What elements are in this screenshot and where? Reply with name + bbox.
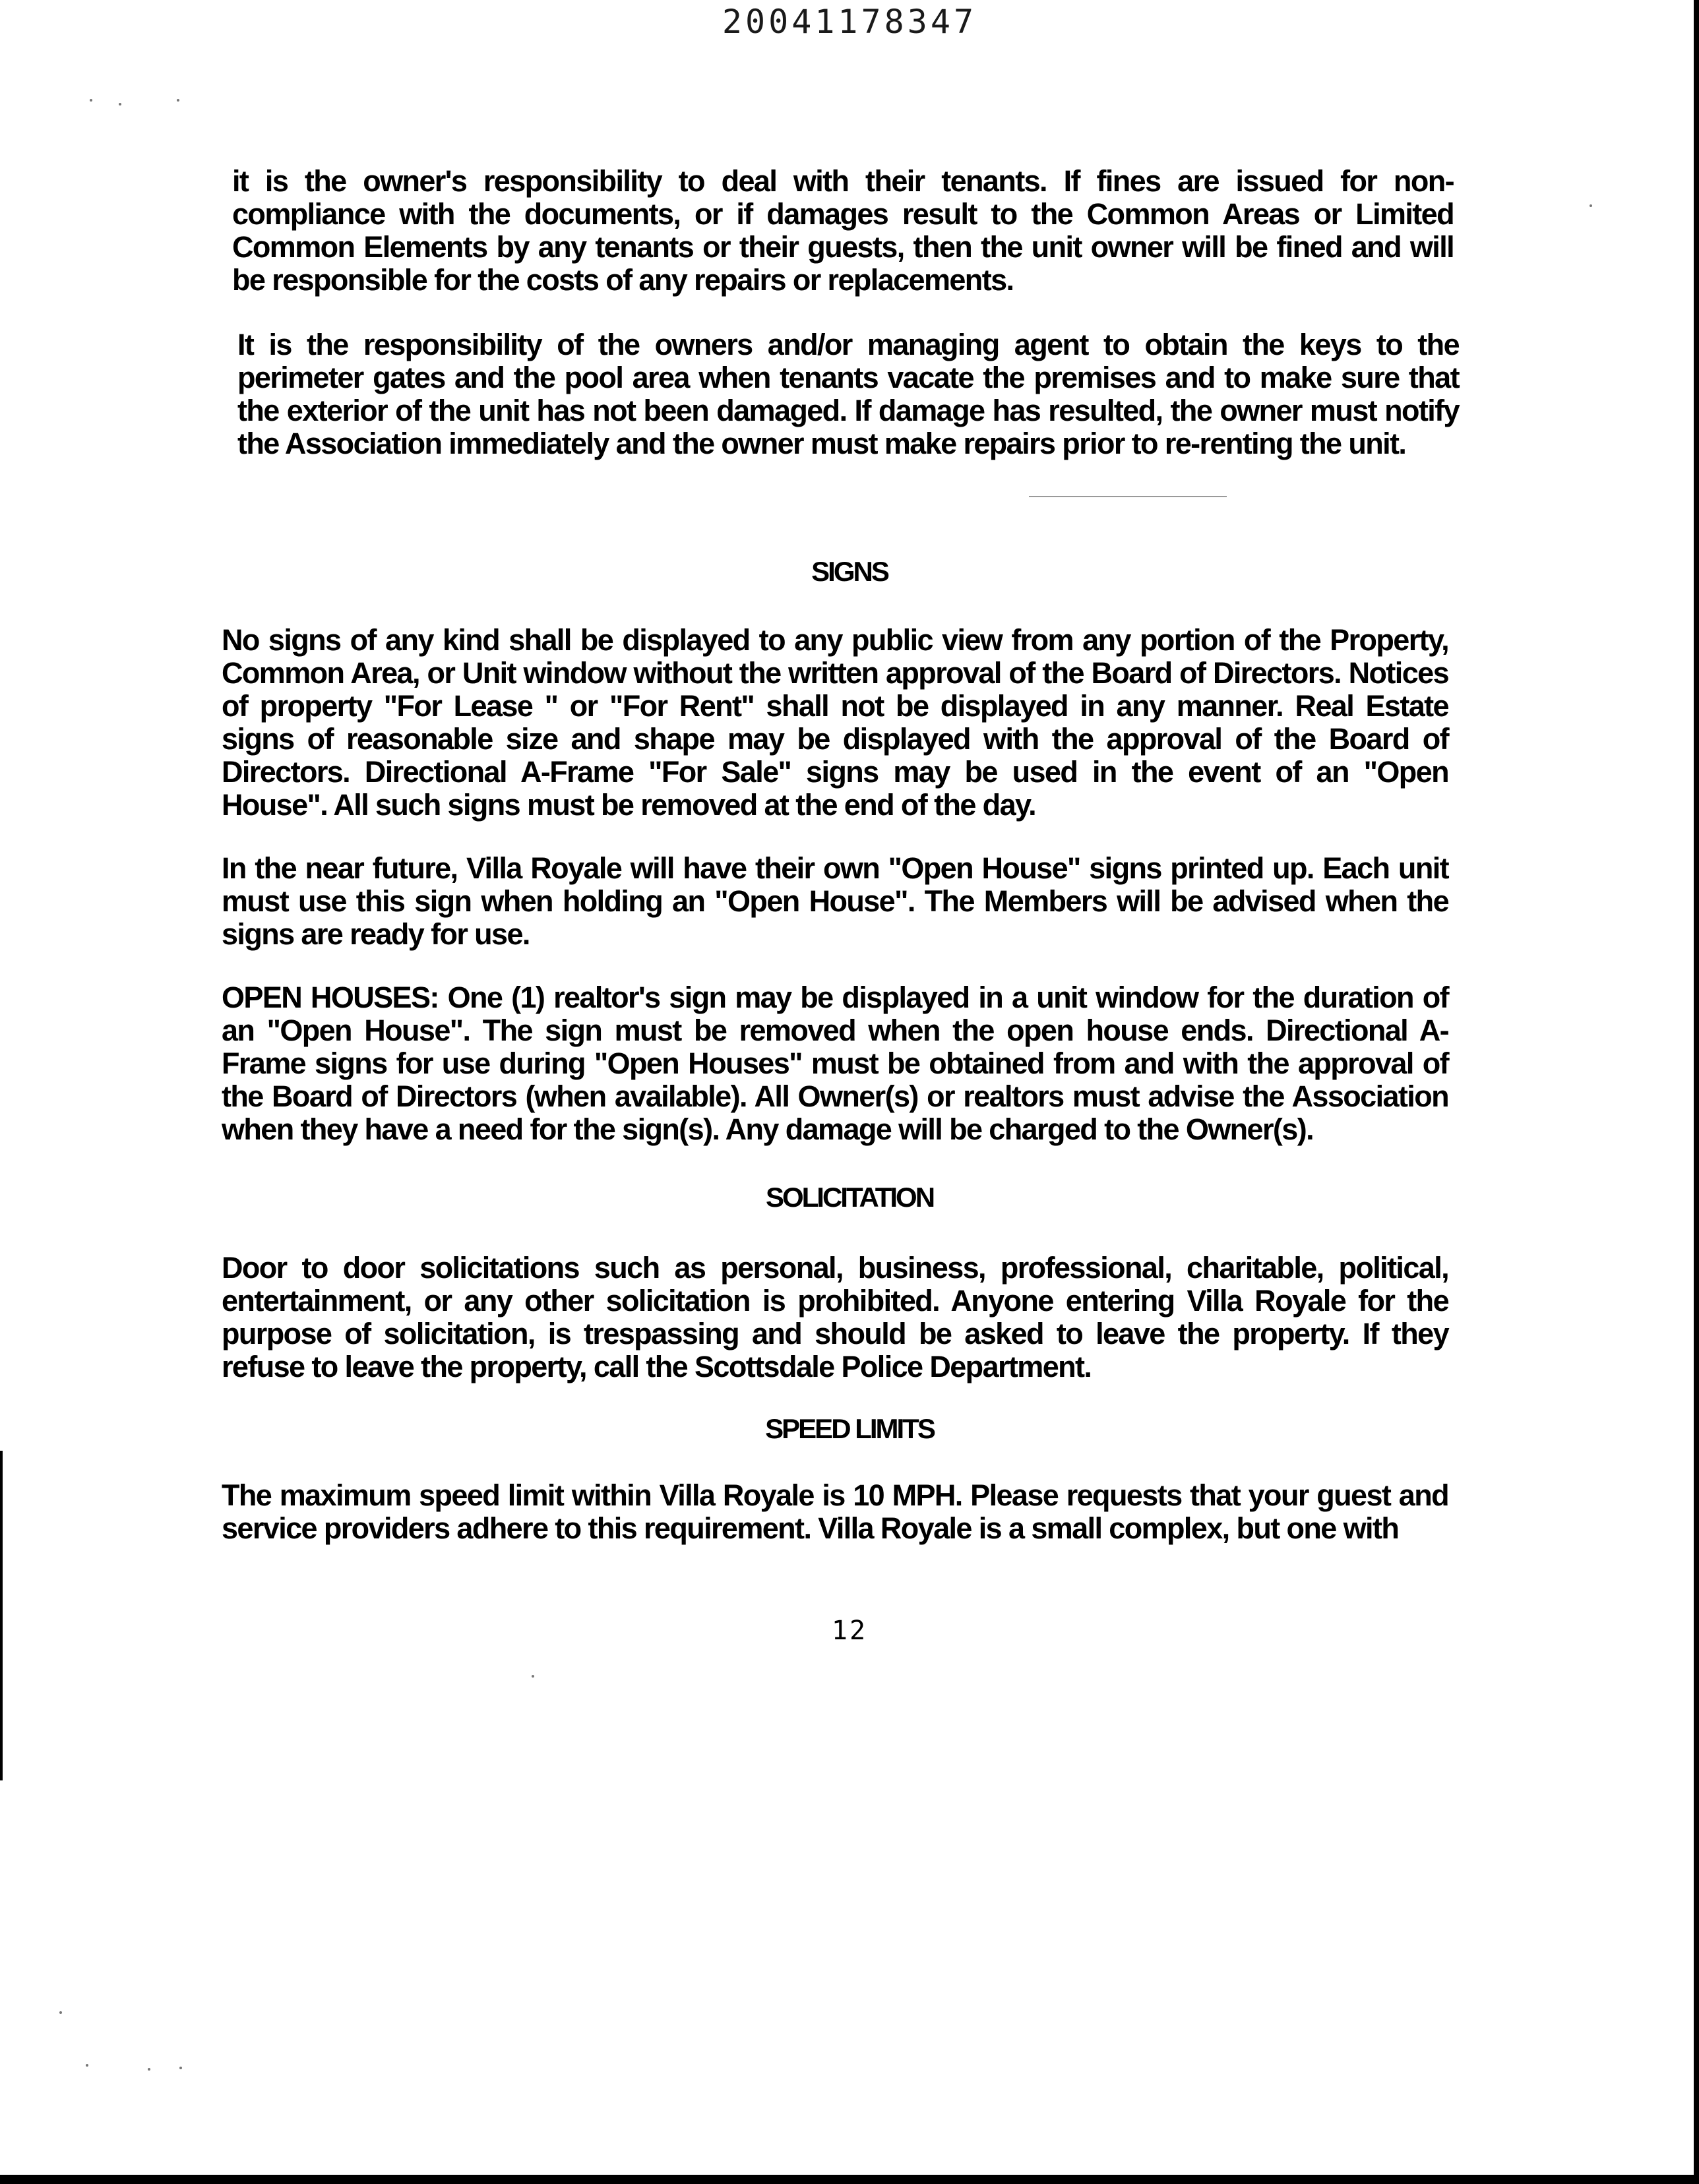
scan-speck (148, 2068, 150, 2071)
tenants-paragraph-1: it is the owner's responsibility to deal with their tenants. If fines are issued for non-compliance with the documents, or if damages result to the Common Areas or Limited Common Elements by any tenants or their guests, then the unit owner will be fined and will be responsible for the costs of any repairs or replacements. (232, 164, 1454, 297)
open-houses-paragraph: OPEN HOUSES: One (1) realtor's sign may be displayed in a unit window for the duration of an "Open House". The sign must be removed when the open house ends. Directional A-Frame signs for use during "Open Houses" must be obtained from and with the approval of the Board of Directors (when available). All Owner(s) or realtors must advise the Association when they have a need for the sign(s). Any damage will be charged to the Owner(s). (222, 981, 1448, 1146)
scan-border-left (0, 1451, 3, 1780)
page-number: 12 (831, 1616, 868, 1646)
solicitation-heading: SOLICITATION (765, 1182, 934, 1213)
tenants-paragraph-2: It is the responsibility of the owners and/or managing agent to obtain the keys to the perimeter gates and the pool area when tenants vacate the premises and to make sure that the exterior of the unit has not been damaged. If damage has resulted, the owner must notify the Association immediately and the owner must make repairs prior to re-renting the unit. (237, 328, 1459, 460)
scan-border-bottom (0, 2175, 1699, 2184)
signs-heading: SIGNS (811, 556, 888, 587)
signs-paragraph-1: No signs of any kind shall be displayed to any public view from any portion of the Property, Common Area, or Unit window without the written approval of the Board of Directors. Notices of property "For Lease " or "For Rent" shall not be displayed in any manner. Real Estate signs of reasonable size and shape may be displayed with the approval of the Board of Directors. Directional A-Frame "For Sale" signs may be used in the event of an "Open House". All such signs must be removed at the end of the day. (222, 623, 1448, 822)
signs-paragraph-2: In the near future, Villa Royale will have their own "Open House" signs printed up. Each unit must use this sign when holding an "Open House". The Members will be advised when the signs are ready for use. (222, 851, 1448, 951)
scan-speck (119, 103, 121, 106)
scan-border-right (1694, 0, 1699, 2184)
speed-limits-heading: SPEED LIMITS (765, 1413, 934, 1444)
speed-limits-paragraph: The maximum speed limit within Villa Royale is 10 MPH. Please requests that your guest and service providers adhere to this requirement. Villa Royale is a small complex, but one with (222, 1478, 1448, 1545)
scan-speck (532, 1675, 534, 1678)
scan-speck (86, 2064, 88, 2067)
scan-speck (179, 2067, 182, 2069)
page-id-number: 20041178347 (722, 3, 977, 41)
scan-speck (59, 2011, 62, 2014)
scan-speck (90, 99, 92, 102)
separator-line (1029, 496, 1227, 497)
solicitation-paragraph: Door to door solicitations such as personal, business, professional, charitable, political, entertainment, or any other solicitation is prohibited. Anyone entering Villa Royale for the purpose of solicitation, is trespassing and should be asked to leave the property. If they refuse to leave the property, call the Scottsdale Police Department. (222, 1251, 1448, 1383)
scan-speck (177, 99, 179, 102)
scan-speck (1590, 204, 1592, 207)
